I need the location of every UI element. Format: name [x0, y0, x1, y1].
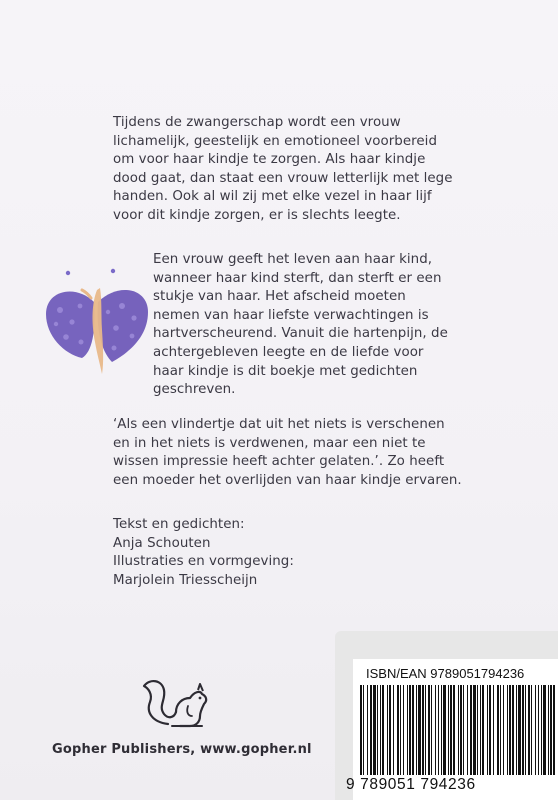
barcode-bars [358, 685, 556, 775]
credits [113, 516, 294, 590]
text-line: dood gaat, dan staat een vrouw letterlijk met lege [113, 170, 453, 186]
barcode-bar [522, 685, 524, 775]
barcode-bar [460, 685, 462, 775]
barcode-bar [550, 685, 552, 775]
barcode-bar [418, 685, 421, 775]
text-line: een moeder het overlijden van haar kindje ervaren. [113, 472, 462, 488]
barcode-bar [509, 685, 511, 775]
text-line: nemen van haar liefste verwachtingen is [153, 307, 429, 323]
barcode-bar [538, 685, 539, 775]
barcode-bar [422, 685, 424, 775]
barcode-bar [360, 685, 362, 775]
barcode-bar [441, 685, 442, 775]
squirrel-logo-icon [142, 672, 212, 734]
barcode-bar [387, 685, 388, 775]
barcode-bar [541, 685, 542, 775]
barcode-bar [407, 685, 408, 775]
barcode-bar [409, 685, 411, 775]
barcode-bar [489, 685, 491, 775]
barcode-bar [443, 685, 446, 775]
barcode-bar [428, 685, 430, 775]
barcode-bar [500, 685, 501, 775]
text-line: handen. Ook al wil zij met elke vezel in haar lijf [113, 189, 432, 205]
barcode-bar [363, 685, 364, 775]
barcode-bar [438, 685, 439, 775]
reflection-paragraph [153, 251, 448, 400]
barcode-bar [480, 685, 481, 775]
text-line: haar kindje is dit boekje met gedichten [153, 363, 418, 379]
quote-paragraph [113, 416, 462, 490]
barcode-bar [397, 685, 399, 775]
barcode-digits: 9 789051 794236 [346, 776, 476, 793]
text-line: voor dit kindje zorgen, er is slechts leegte. [113, 207, 401, 223]
barcode-bar [377, 685, 378, 775]
barcode-bar [503, 685, 504, 775]
text-line: ‘Als een vlindertje dat uit het niets is verschenen [113, 417, 445, 432]
barcode-bar [380, 685, 381, 775]
barcode-bar [370, 685, 372, 775]
barcode-bar [470, 685, 472, 775]
butterfly-illustration [36, 262, 156, 382]
publisher-line: Gopher Publishers, www.gopher.nl [52, 742, 312, 757]
text-line: wissen impressie heeft achter gelaten.’. Zo heeft [113, 454, 445, 470]
barcode-bar [367, 685, 368, 775]
barcode-bar [400, 685, 401, 775]
text-line: Tijdens de zwangerschap wordt een vrouw [113, 115, 401, 130]
barcode-bar [497, 685, 499, 775]
text-line: geschreven. [153, 382, 236, 398]
barcode-bar [463, 685, 464, 775]
barcode-bar [535, 685, 536, 775]
text-line: wanneer haar kind sterft, dan sterft er een [153, 270, 442, 286]
isbn-label: ISBN/EAN 9789051794236 [366, 666, 525, 681]
barcode-bar [393, 685, 394, 775]
barcode-bar [507, 685, 508, 775]
barcode-bar [487, 685, 488, 775]
barcode-bar [531, 685, 532, 775]
barcode-bar [548, 685, 549, 775]
barcode-bar [482, 685, 484, 775]
barcode-bar [525, 685, 526, 775]
barcode-bar [473, 685, 476, 775]
barcode-bar [412, 685, 414, 775]
barcode-bar [435, 685, 436, 775]
barcode-bar [382, 685, 384, 775]
barcode-bar [425, 685, 426, 775]
intro-paragraph [113, 114, 453, 226]
barcode-bar [477, 685, 478, 775]
credits-author: Anja Schouten [113, 535, 211, 551]
credits-illustrations-label: Illustraties en vormgeving: [113, 554, 294, 570]
barcode-bar [516, 685, 517, 775]
barcode-bar [431, 685, 432, 775]
barcode-bar [453, 685, 455, 775]
text-line: Een vrouw geeft het leven aan haar kind, [153, 252, 433, 267]
text-line: stukje van haar. Het afscheid moeten [153, 289, 406, 305]
barcode-bar [450, 685, 452, 775]
barcode-bar [389, 685, 391, 775]
barcode-bar [528, 685, 530, 775]
barcode-bar [543, 685, 546, 775]
barcode-bar [493, 685, 494, 775]
barcode-bar [416, 685, 417, 775]
text-line: hartverscheurend. Vanuit die hartenpijn, de [153, 326, 448, 342]
credits-text-label: Tekst en gedichten: [113, 517, 245, 532]
barcode-bar [448, 685, 449, 775]
text-line: om voor haar kindje te zorgen. Als haar kindje [113, 152, 426, 168]
barcode-bar [458, 685, 459, 775]
text-line: lichamelijk, geestelijk en emotioneel voorbereid [113, 133, 438, 149]
text-line: en in het niets is verdwenen, maar een niet te [113, 435, 426, 451]
barcode-bar [403, 685, 404, 775]
barcode-bar [467, 685, 468, 775]
barcode-bar [373, 685, 376, 775]
barcode-bar [512, 685, 514, 775]
text-line: achtergebleven leegte en de liefde voor [153, 344, 424, 360]
barcode-bar [553, 685, 555, 775]
barcode-bar [518, 685, 521, 775]
credits-illustrator: Marjolein Triesscheijn [113, 572, 258, 588]
